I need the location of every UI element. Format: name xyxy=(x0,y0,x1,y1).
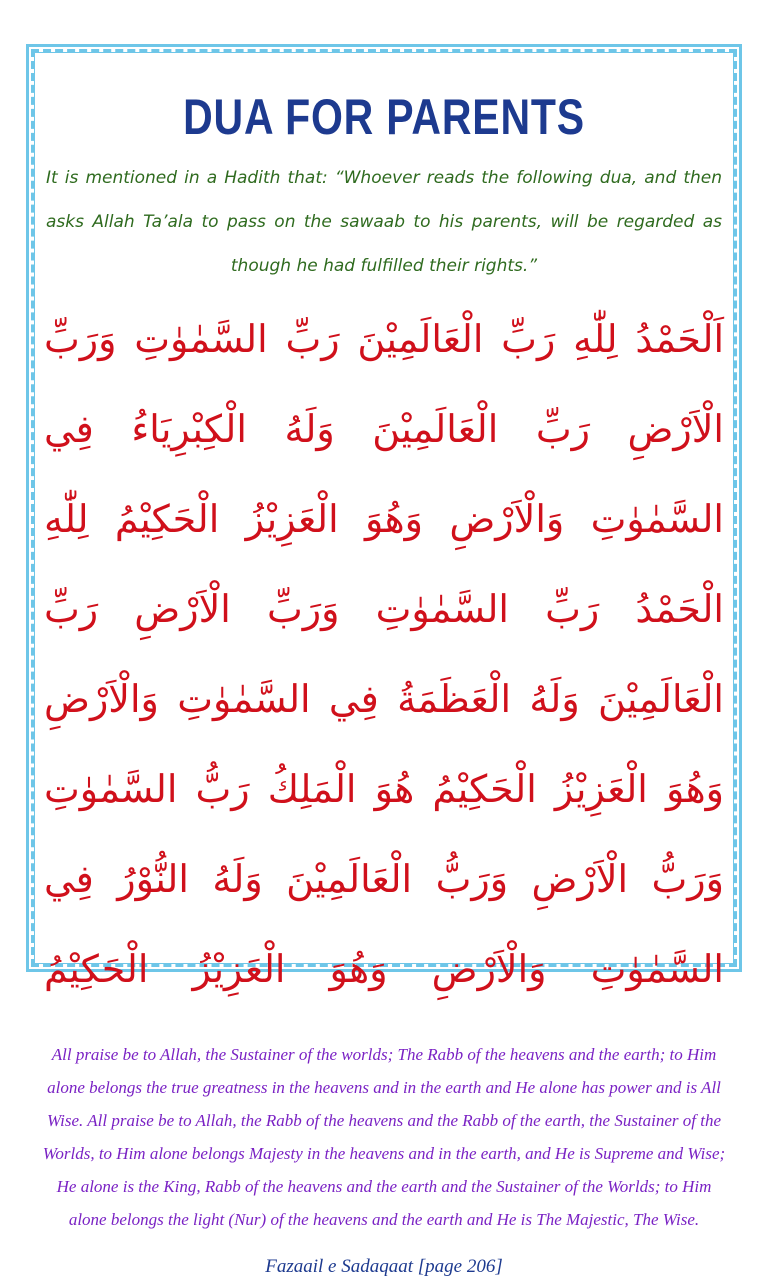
dua-card xyxy=(40,88,728,1278)
hadith-intro: It is mentioned in a Hadith that: “Whoever reads the following dua, and then asks Allah Ta’ala to pass on the sawaab to his parents, will be regarded as though he had fulfilled their rights.” xyxy=(46,168,722,276)
arabic-dua-text: اَلْحَمْدُ لِلّٰهِ رَبِّ الْعَالَمِيْنَ رَبِّ السَّمٰوٰتِ وَرَبِّ الْاَرْضِ رَبِّ الْعَالَمِيْنَ وَلَهُ الْكِبْرِيَاءُ فِي السَّمٰوٰتِ وَالْاَرْضِ وَهُوَ الْعَزِيْزُ الْحَكِيْمُ لِلّٰهِ الْحَمْدُ رَبِّ السَّمٰوٰتِ وَرَبِّ الْاَرْضِ رَبِّ الْعَالَمِيْنَ وَلَهُ الْعَظَمَةُ فِي السَّمٰوٰتِ وَالْاَرْضِ وَهُوَ الْعَزِيْزُ الْحَكِيْمُ هُوَ الْمَلِكُ رَبُّ السَّمٰوٰتِ وَرَبُّ الْاَرْضِ وَرَبُّ الْعَالَمِيْنَ وَلَهُ النُّوْرُ فِي السَّمٰوٰتِ وَالْاَرْضِ وَهُوَ الْعَزِيْزُ الْحَكِيْمُ xyxy=(44,317,724,991)
english-translation: All praise be to Allah, the Sustainer of the worlds; The Rabb of the heavens and the earth; to Him alone belongs the true greatness in the heavens and in the earth and He alone has power and is All Wise. All praise be to Allah, the Rabb of the heavens and the Rabb of the earth, the Sustainer of the Worlds, to Him alone belongs Majesty in the heavens and in the earth, and He is Supreme and Wise; He alone is the King, Rabb of the heavens and the earth and the Sustainer of the Worlds; to Him alone belongs the light (Nur) of the heavens and the earth and He is The Majestic, The Wise. xyxy=(42,1045,726,1229)
source-reference: Fazaail e Sadaqaat [page 206] xyxy=(265,1256,503,1277)
page-title: DUA FOR PARENTS xyxy=(183,89,585,145)
